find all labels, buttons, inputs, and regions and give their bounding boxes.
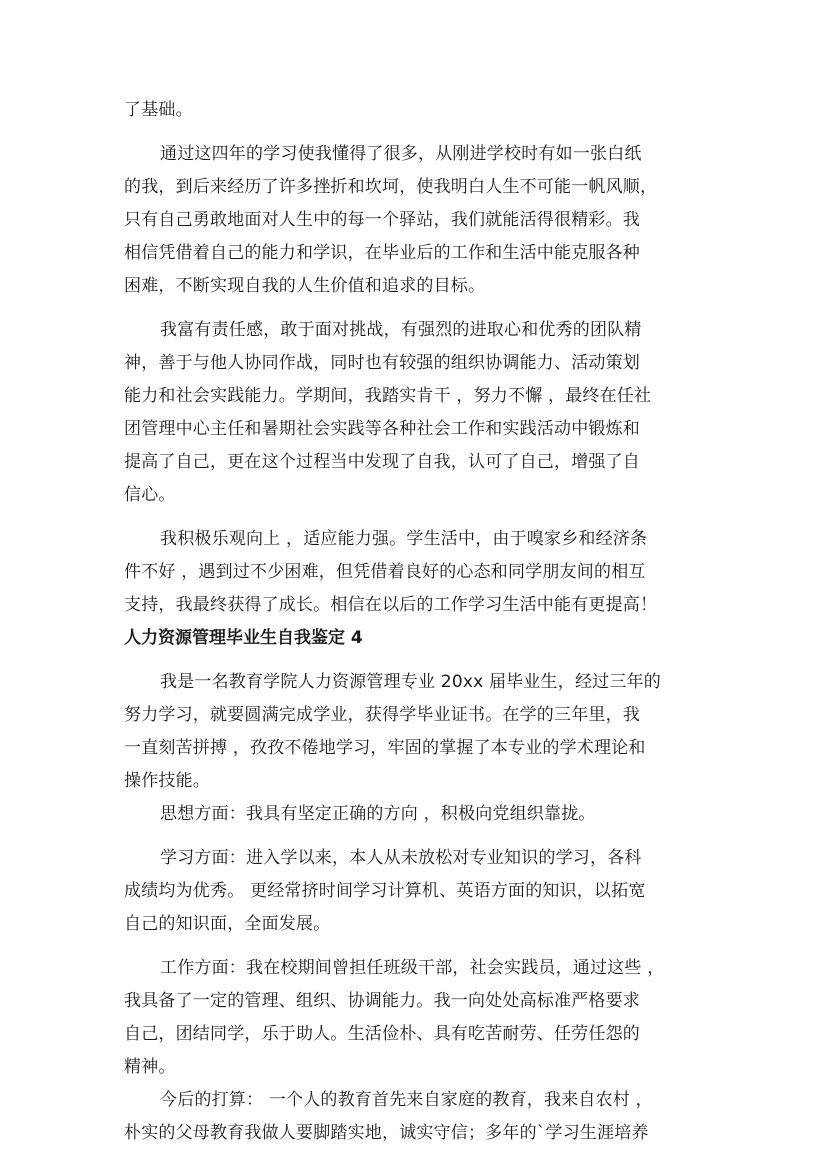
text-line: 支持，我最终获得了成长。相信在以后的工作学习生活中能有更提高！	[124, 595, 658, 615]
text-line: 相信凭借着自己的能力和学识，在毕业后的工作和生活中能克服各种	[124, 243, 640, 263]
text-line: 通过这四年的学习使我懂得了很多，从刚进学校时有如一张白纸	[160, 144, 642, 164]
text-line: 的我，到后来经历了许多挫折和坎坷，使我明白人生不可能一帆风顺，	[124, 177, 658, 197]
text-line: 朴实的父母教育我做人要脚踏实地，诚实守信；多年的`学习生涯培养	[124, 1123, 649, 1143]
text-line: 我积极乐观向上 ，适应能力强。学生活中，由于嗅家乡和经济条	[160, 529, 648, 549]
text-line: 精神。	[124, 1057, 176, 1077]
text-line: 操作技能。	[124, 771, 210, 791]
document-body	[124, 94, 714, 1150]
text-line: 困难，不断实现自我的人生价值和追求的目标。	[124, 276, 486, 296]
text-line: 我富有责任感，敢于面对挑战，有强烈的进取心和优秀的团队精	[160, 320, 642, 340]
text-line: 提高了自己，更在这个过程当中发现了自我，认可了自己，增强了自	[124, 452, 640, 472]
text-line: 件不好 ，遇到过不少困难，但凭借着良好的心态和同学朋友间的相互	[124, 562, 646, 582]
text-line: 成绩均为优秀。 更经常挤时间学习计算机、英语方面的知识，以拓宽	[124, 881, 646, 901]
text-line: 能力和社会实践能力。学期间，我踏实肯干 ，努力不懈 ，最终在任社	[124, 386, 652, 406]
section-heading: 人力资源管理毕业生自我鉴定 4	[124, 628, 363, 648]
text-line: 工作方面：我在校期间曾担任班级干部，社会实践员，通过这些 ，	[160, 958, 665, 978]
text-line: 神，善于与他人协同作战，同时也有较强的组织协调能力、活动策划	[124, 353, 640, 373]
text-line: 学习方面：进入学以来，本人从未放松对专业知识的学习，各科	[160, 848, 642, 868]
text-line: 一直刻苦拼搏 ，孜孜不倦地学习，牢固的掌握了本专业的学术理论和	[124, 738, 646, 758]
text-line: 只有自己勇敢地面对人生中的每一个驿站，我们就能活得很精彩。我	[124, 210, 640, 230]
text-line: 今后的打算： 一个人的教育首先来自家庭的教育，我来自农村 ，	[160, 1090, 653, 1110]
text-line: 努力学习，就要圆满完成学业，获得学毕业证书。在学的三年里，我	[124, 705, 640, 725]
text-line: 我是一名教育学院人力资源管理专业 20xx 届毕业生，经过三年的	[160, 672, 661, 692]
text-line: 团管理中心主任和暑期社会实践等各种社会工作和实践活动中锻炼和	[124, 419, 640, 439]
text-line: 我具备了一定的管理、组织、协调能力。我一向处处高标准严格要求	[124, 991, 640, 1011]
text-line: 了基础。	[124, 100, 193, 120]
text-line: 自己，团结同学，乐于助人。生活俭朴、具有吃苦耐劳、任劳任怨的	[124, 1024, 640, 1044]
text-line: 信心。	[124, 485, 176, 505]
text-line: 思想方面：我具有坚定正确的方向 ，积极向党组织靠拢。	[160, 804, 596, 824]
text-line: 自己的知识面，全面发展。	[124, 914, 331, 934]
